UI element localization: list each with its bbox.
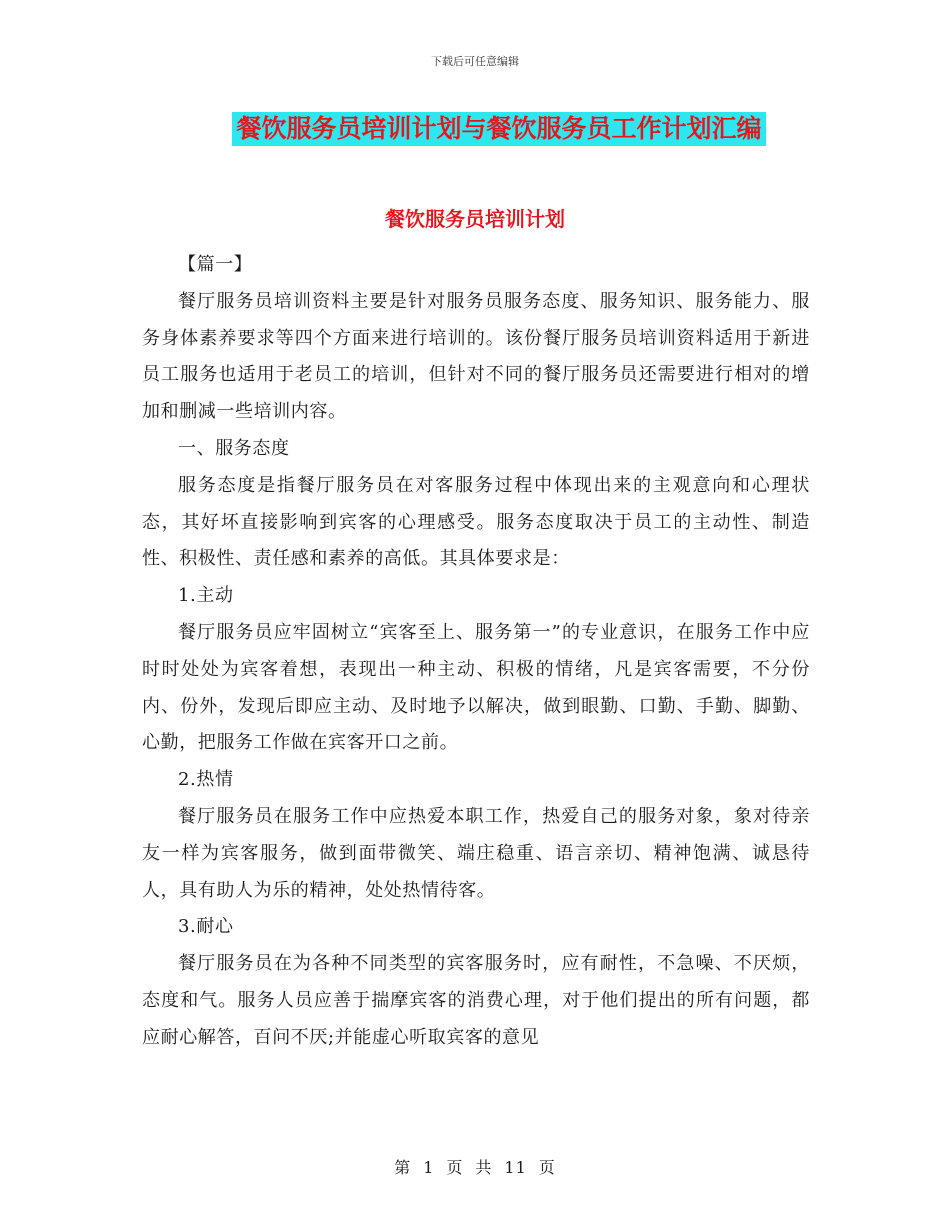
footer-suffix: 页 xyxy=(538,1158,556,1177)
footer-page-number: 1 xyxy=(423,1158,435,1177)
document-title: 餐饮服务员培训计划与餐饮服务员工作计划汇编 xyxy=(232,112,765,146)
footer-page-label: 页 xyxy=(446,1158,464,1177)
paragraph-article-label: 【篇一】 xyxy=(178,254,253,275)
heading-service-attitude: 一、服务态度 xyxy=(178,437,290,459)
document-body xyxy=(142,247,810,1057)
paragraph-intro: 餐厅服务员培训资料主要是针对服务员服务态度、服务知识、服务能力、服务身体素养要求等四个方面来进行培训的。该份餐厅服务员培训资料适用于新进员工服务也适用于老员工的培训，但针对不同的餐厅服务员还需要进行相对的增加和删减一些培训内容。 xyxy=(142,290,810,423)
document-title-container xyxy=(0,112,950,146)
paragraph-proactive: 餐厅服务员应牢固树立“宾客至上、服务第一”的专业意识，在服务工作中应时时处处为宾客着想，表现出一种主动、积极的情绪，凡是宾客需要，不分份内、份外，发现后即应主动、及时地予以解决，做到眼勤、口勤、手勤、脚勤、心勤，把服务工作做在宾客开口之前。 xyxy=(142,621,810,754)
heading-proactive: 1.主动 xyxy=(178,585,234,607)
footer-total-label: 共 xyxy=(475,1158,493,1177)
page-footer xyxy=(0,1155,950,1178)
header-note: 下载后可任意编辑 xyxy=(431,55,519,68)
heading-patience: 3.耐心 xyxy=(178,916,234,938)
footer-prefix: 第 xyxy=(394,1158,412,1177)
paragraph-service-attitude: 服务态度是指餐厅服务员在对客服务过程中体现出来的主观意向和心理状态，其好坏直接影响到宾客的心理感受。服务态度取决于员工的主动性、制造性、积极性、责任感和素养的高低。其具体要求是： xyxy=(142,474,810,570)
section-title: 餐饮服务员培训计划 xyxy=(385,207,565,231)
paragraph-patience: 餐厅服务员在为各种不同类型的宾客服务时，应有耐性，不急噪、不厌烦，态度和气。服务人员应善于揣摩宾客的消费心理，对于他们提出的所有问题，都应耐心解答，百问不厌;并能虚心听取宾客的意见 xyxy=(142,953,810,1048)
paragraph-warmth: 餐厅服务员在服务工作中应热爱本职工作，热爱自己的服务对象，象对待亲友一样为宾客服务，做到面带微笑、端庄稳重、语言亲切、精神饱满、诚恳待人，具有助人为乐的精神，处处热情待客。 xyxy=(142,805,810,901)
heading-warmth: 2.热情 xyxy=(178,769,234,791)
footer-total-pages: 11 xyxy=(504,1158,527,1177)
